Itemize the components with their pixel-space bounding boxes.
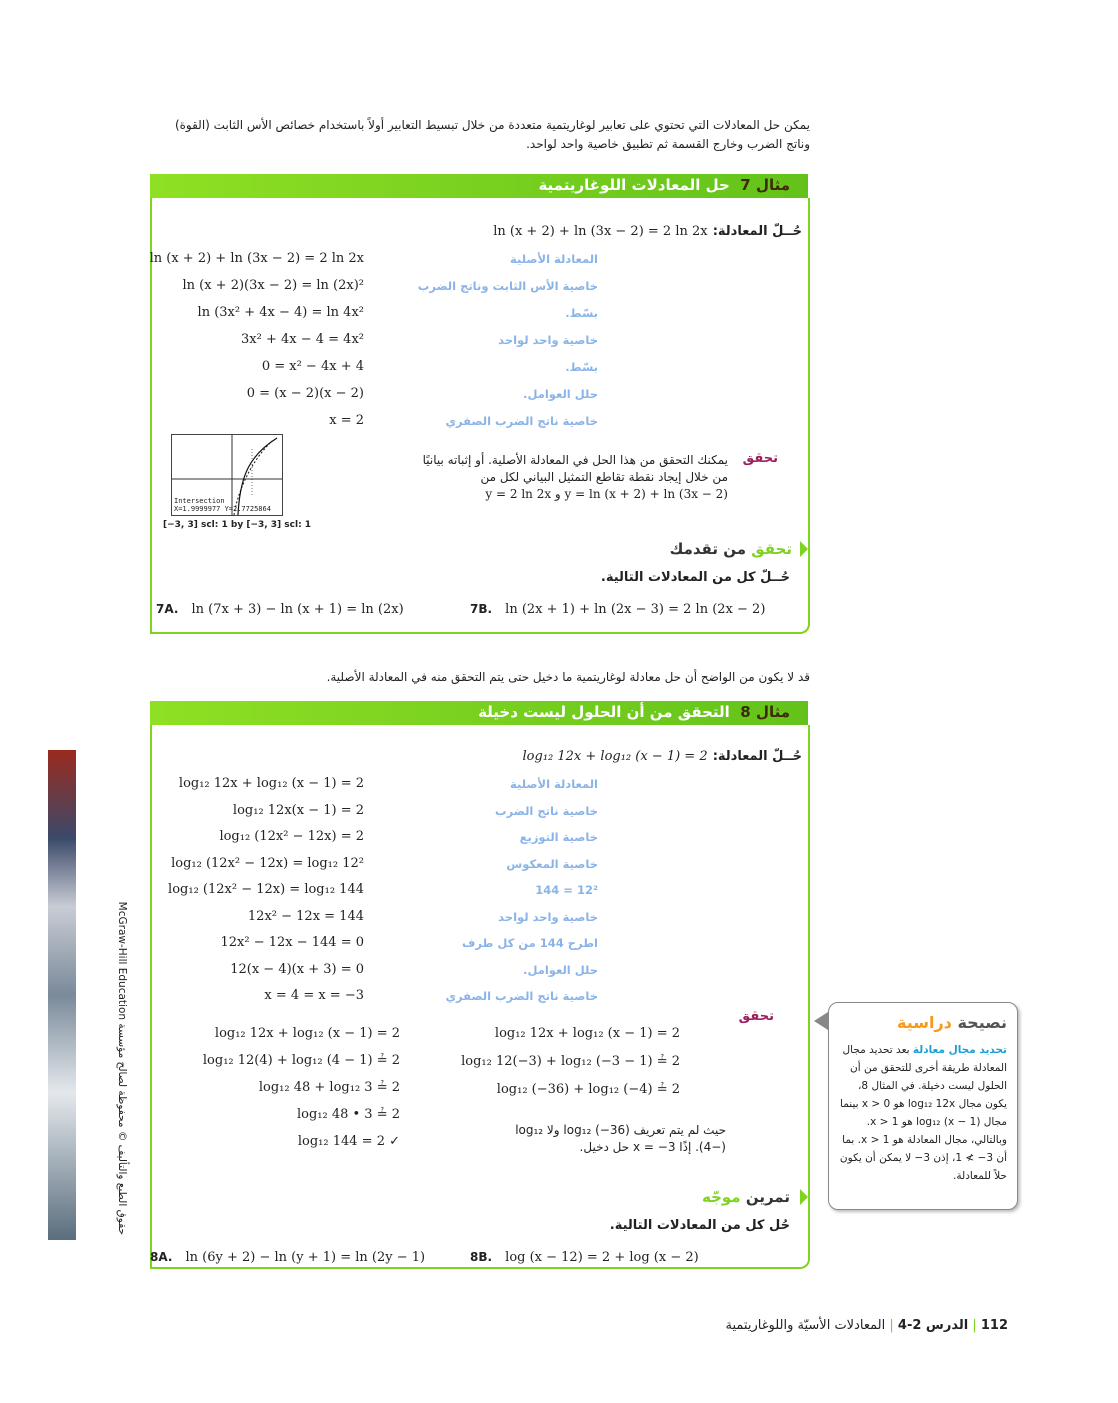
example-7-step-label: حلل العوامل. [523,387,598,401]
copyright-vertical: حقوق الطبع والتأليف © محفوظة لصالح مؤسسة McGraw-Hill Education [116,901,128,1235]
check-7-line1: يمكنك التحقق من هذا الحل في المعادلة الأصلية. أو إثباته بيانيًا [422,453,728,467]
study-tip-box [828,1002,1018,1210]
check-progress-word2: من تقدمك [669,540,746,558]
example-8-step-label: حلل العوامل. [523,962,598,977]
guided-practice-heading [702,1188,790,1206]
example-8-step-label: المعادلة الأصلية [510,777,598,791]
study-tip-word2: دراسية [897,1013,952,1032]
extraneous-line2: (−4). إذًا 3− = x حل دخيل. [579,1140,726,1154]
example-7-step-math: ln (3x² + 4x − 4) = ln 4x² [197,305,364,320]
example-7-equation: ln (x + 2) + ln (3x − 2) = 2 ln 2x [493,224,708,239]
left-check-line: log₁₂ 12x + log₁₂ (x − 1) = 2 [214,1026,400,1041]
example-7-step-label: خاصية واحد لواحد [498,333,598,347]
example-7-step-math: 3x² + 4x − 4 = 4x² [241,332,364,347]
page-footer: 112 | الدرس 2-4 | المعادلات الأسيّة واللوغاريتمية [725,1318,1008,1333]
calculator-graph [171,434,283,516]
problem-7b [470,598,765,617]
example-7-step-math: 0 = (x − 2)(x − 2) [246,386,364,401]
guided-arrow-icon [800,1189,808,1205]
problem-7a-label: 7A. [156,602,179,616]
study-tip-pointer [814,1012,828,1030]
example-8-title: التحقق من أن الحلول ليست دخيلة [478,703,730,721]
check-progress-word1: تحقق [751,540,792,558]
example-8-step-label: خاصية ناتج الضرب [495,803,598,818]
study-tip-lead: تحديد مجال معادلة [912,1044,1007,1056]
example-7-step-math: ln (x + 2)(3x − 2) = ln (2x)² [182,278,364,293]
example-8-step-math: 12(x − 4)(x + 3) = 0 [230,961,364,977]
calc-window-caption: [−3, 3] scl: 1 by [−3, 3] scl: 1 [163,520,312,530]
check-progress-heading [670,540,792,558]
left-check-line: log₁₂ 48 + log₁₂ 3 ≟ 2 [258,1080,400,1095]
example-8-step-math: 12x² − 12x − 144 = 0 [220,935,364,950]
extraneous-explanation [515,1122,726,1156]
example-7-step-math: 0 = x² − 4x + 4 [261,359,364,374]
study-tip-word1: نصيحة [957,1013,1007,1032]
calc-readout-line2: X=1.9999977 Y=2.7725864 [174,505,271,513]
right-check-line: log₁₂ (−36) + log₁₂ (−4) ≟ 2 [496,1082,680,1097]
example-8-equation: log₁₂ 12x + log₁₂ (x − 1) = 2 [522,749,708,764]
extraneous-line1: حيث لم يتم تعريف log₁₂ (−36) ولا log₁₂ [515,1123,726,1137]
page-number: 112 [980,1318,1008,1333]
guided-instructions: حُل كل من المعادلات التالية. [609,1218,790,1233]
right-check-line: log₁₂ 12x + log₁₂ (x − 1) = 2 [494,1026,680,1041]
example-8-step-label: 12² = 144 [535,883,598,897]
calc-readout-line1: Intersection [174,497,225,505]
check-7-text [423,452,728,503]
example-8-step-label: خاصية المعكوس [506,856,598,871]
study-tip-text: بعد تحديد مجال المعادلة طريقة أخرى للتحقق من أن الحلول ليست دخيلة. في المثال 8، يكون مجال log₁₂ 12x هو x > 0 بينما مجال log₁₂ (x − 1) هو x > 1. وبالتالي، مجال المعادلة هو x > 1. بما أن 3− ≯ 1، إذن 3− لا يمكن أن يكون حلاً للمعادلة. [839,1044,1007,1182]
problem-7b-equation: ln (2x + 1) + ln (2x − 3) = 2 ln (2x − 2) [505,602,766,617]
problem-8b-label: 8B. [470,1250,493,1264]
example-7-tag: مثال 7 [740,176,790,194]
example-8-step-math: log₁₂ (12x² − 12x) = log₁₂ 12² [171,855,364,871]
example-8-step-math: 12x² − 12x = 144 [247,908,364,924]
example-7-prompt [493,220,802,239]
problem-7b-label: 7B. [470,602,493,616]
example-7-step-label: بسّط. [565,306,598,320]
example-8-step-math: log₁₂ (12x² − 12x) = log₁₂ 144 [168,882,364,897]
example-8-prompt [523,745,802,764]
problem-7a-equation: ln (7x + 3) − ln (x + 1) = ln (2x) [191,602,404,617]
problem-7a [156,598,404,617]
example-7-title: حل المعادلات اللوغاريتمية [538,176,730,194]
example-8-step-label: خاصية واحد لواحد [498,909,598,924]
intro-paragraph: يمكن حل المعادلات التي تحتوي على تعابير لوغاريتمية متعددة من خلال تبسيط التعابير أولاً باستخدام خصائص الأس الثابت (القوة) وناتج الضرب وخارج القسمة ثم تطبيق خاصية واحد لواحد. [174,118,810,151]
example-7-step-math: x = 2 [329,413,364,428]
problem-8b-equation: log (x − 12) = 2 + log (x − 2) [505,1250,699,1265]
example-8-step-math: log₁₂ 12x(x − 1) = 2 [232,802,364,818]
left-check-line: log₁₂ 144 = 2 ✓ [297,1134,400,1149]
study-tip-body [837,1041,1007,1185]
guided-word1: تمرين [745,1188,790,1206]
progress-arrow-icon [800,541,808,557]
example-7-step-label: المعادلة الأصلية [510,252,598,266]
example-8-step-math: log₁₂ (12x² − 12x) = 2 [219,829,364,844]
example-8-step-label: اطرح 144 من كل طرف [461,936,598,950]
example-7-banner [150,174,808,198]
lesson-title: المعادلات الأسيّة واللوغاريتمية [725,1318,886,1333]
solve-label: حُــلّ المعادلة: [712,224,802,239]
left-check-line: log₁₂ 12(4) + log₁₂ (4 − 1) ≟ 2 [202,1053,400,1068]
study-tip-title [897,1013,1007,1032]
example-8-tag: مثال 8 [740,703,790,721]
example-8-banner [150,701,808,725]
left-check-line: log₁₂ 48 • 3 ≟ 2 [296,1107,400,1122]
solve-label-8: حُــلّ المعادلة: [712,749,802,764]
lesson-label: الدرس 2-4 [897,1318,969,1333]
example-7-step-label: خاصية الأس الثابت وناتج الضرب [417,279,598,293]
problem-8a-label: 8A. [150,1250,173,1264]
problem-8a-equation: ln (6y + 2) − ln (y + 1) = ln (2y − 1) [185,1250,426,1265]
calc-readout [174,497,271,513]
check-tag-8: تحقق [738,1009,774,1024]
progress-instructions: حُــلّ كل من المعادلات التالية. [600,570,790,585]
side-photo-strip [48,750,76,1240]
example-7-step-label: بسّط. [565,360,598,374]
example-8-step-math: log₁₂ 12x + log₁₂ (x − 1) = 2 [178,776,364,791]
right-check-line: log₁₂ 12(−3) + log₁₂ (−3 − 1) ≟ 2 [461,1054,680,1069]
example-8-step-label: خاصية التوزيع [519,830,598,844]
check-7-line2: من خلال إيجاد نقطة تقاطع التمثيل البياني لكل من [480,470,728,484]
problem-8a [150,1246,425,1265]
example-7-step-label: خاصية ناتج الضرب الصفري [445,414,598,428]
problem-8b [470,1246,699,1265]
example-8-step-math: x = 4 = x = −3 [264,988,364,1003]
guided-word2: موجّه [702,1188,741,1206]
example-8-step-label: خاصية ناتج الضرب الصفري [445,989,598,1003]
intro-paragraph-2: قد لا يكون من الواضح أن حل معادلة لوغاريتمية ما دخيل حتى يتم التحقق منه في المعادلة الأصلية. [326,670,810,684]
check-7-line3: y = ln (x + 2) + ln (3x − 2) و y = 2 ln 2x [485,487,728,501]
example-7-step-math: ln (x + 2) + ln (3x − 2) = 2 ln 2x [149,251,364,266]
check-tag-7: تحقق [742,451,778,466]
